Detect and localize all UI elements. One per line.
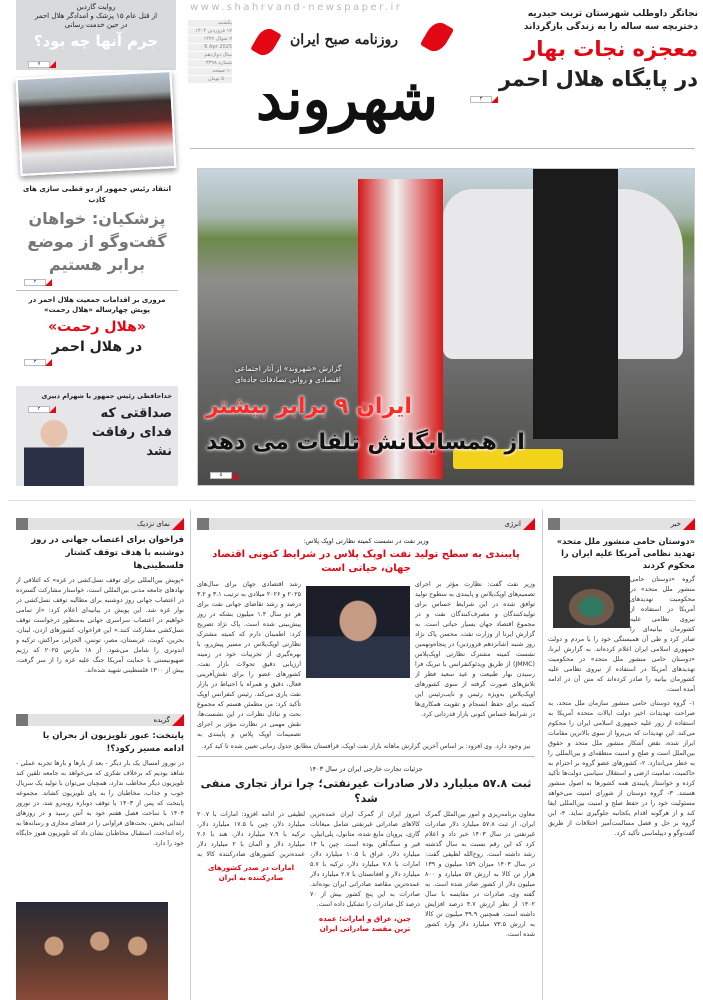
- left-top-stories: [16, 184, 178, 382]
- mid-top-body-col1: وزیر نفت گفت: نظارت مؤثر بر اجرای تصمیم‌های اوپک‌پلاس و پایبندی به سطوح تولید توافق شده در این شرایط حساس برای تولیدکنندگان و مصرف‌کنندگان نفت و در مجموع اقتصاد جهان بسیار حیاتی است. به گزارش ایرنا از وزارت نفت، محسن پاک نژاد روز شنبه (شانزدهم فروردین) در پنجاه‌ونهمین نشست کمیته مشترک نظارتی اوپک‌پلاس (JMMC) از طریق ویدئوکنفرانس با تبریک فرا رسیدن بهار طبیعت و عید سعید فطر از تلاش‌های صورت گرفته از سوی کشورهای اوپک‌پلاس به‌ویژه رئیس و نایب‌رئیس این کمیته برای حفظ انسجام و تقویت همکاری‌ها در شرایط حساس کنونی بازار قدردانی کرد.: [415, 581, 535, 718]
- left-story-title[interactable]: فراخوان برای اعتصاب جهانی در روز دوشنبه با هدف توقف کشتار فلسطینی‌ها: [31, 535, 184, 571]
- right-story-body: گروه «دوستان حامی منشور ملل متحد» در محکومیت تهدیدهای آمریکا در استفاده از نیروی نظامی علیه کشورمان بیانیه‌ای را صادر کرد و طی آن همبستگی خود را با مردم و دولت جمهوری اسلامی ایران اعلام کرده‌اند. به گزارش ایرنا، «دوستان حامی منشور ملل متحد» در محکومیت تهدیدهای آمریکا در استفاده از نیروی نظامی علیه کشورمان بیانیه را صادر کرده‌اند که متن آن در ادامه آمده است.: [548, 576, 695, 693]
- teaser-kicker: از قتل عام ۱۵ پزشک و امدادگر هلال احمر: [34, 12, 158, 20]
- right-column: [548, 518, 695, 1000]
- mid-bottom-columns: [197, 810, 535, 1000]
- middle-column: [197, 518, 535, 1000]
- page-reference: ۵: [210, 472, 232, 479]
- road-accident-photo[interactable]: [197, 168, 695, 486]
- page-reference: ۳: [470, 96, 492, 103]
- divider: [8, 500, 695, 501]
- mid-bottom-col3: [197, 810, 305, 1000]
- photo-kicker-line: اقتصادی و روانی تصادفات جاده‌ای: [234, 375, 342, 384]
- page-reference: ۲: [24, 279, 46, 286]
- divider: [16, 290, 178, 291]
- oil-minister-photo: [306, 586, 410, 678]
- dabiri-portrait: [24, 416, 84, 486]
- right-story-body-continued: ۱- گروه دوستان حامی منشور سازمان ملل متحد، به صراحت تهدیدات اخیر دولت ایالات متحده آمریکا به استفاده از زور علیه جمهوری اسلامی ایران را محکوم می‌کند. این تهدیدات که بی‌پروا از سوی بالاترین مقامات ابراز شده، نقض آشکار منشور ملل متحد و حقوق بین‌الملل است و صلح و امنیت منطقه‌ای و بین‌المللی را به خطر می‌اندازد. ۲- کشورهای عضو گروه بر احترام به حاکمیت، تمامیت ارضی و استقلال سیاسی دولت‌ها تأکید کرده و خواستار پایبندی همه کشورها به اصول منشور هستند. ۳- گروه دوستان از شورای امنیت می‌خواهد مسئولیت خود را در حفظ صلح و امنیت بین‌المللی ایفا کند و از هرگونه اقدام یکجانبه جلوگیری نماید. ۴- این گروه بر حل و فصل مسالمت‌آمیز اختلافات از طریق گفت‌وگو و دیپلماسی تأکید کرد.: [548, 700, 695, 837]
- un-meeting-photo: [553, 576, 630, 628]
- issue-info-line: ۷ شوال ۱۴۴۶: [188, 36, 232, 43]
- logo-dot: [420, 19, 454, 56]
- logo-dot: [250, 25, 281, 59]
- mid-top-title[interactable]: پایبندی به سطح تولید نفت اوپک پلاس در شرایط کنونی اقتصاد جهان، حیاتی است: [212, 549, 520, 574]
- story-dabiri[interactable]: [16, 386, 178, 486]
- photo-kicker: [198, 363, 378, 385]
- issue-info-line: ۱۷ فروردین ۱۴۰۴: [188, 28, 232, 35]
- story-kicker: انتقاد رئیس جمهور از دو قطبی سازی های کاذب: [23, 185, 171, 204]
- issue-info-line: 6 Apr 2025: [188, 44, 232, 51]
- divider: [190, 148, 695, 149]
- lead-kicker: نجاتگر داوطلب شهرستان تربت حیدریه: [527, 9, 698, 19]
- lead-kicker: دختربچه سه ساله را به زندگی بازگرداند: [523, 22, 698, 32]
- page-reference: ۷: [28, 61, 50, 68]
- mid-bottom-body-col3: لطیفی در ادامه افزود: امارات با ۲۰.۷ میلیارد دلار، چین با ۱۷.۵ میلیارد دلار، ترکیه با ۷.۹ میلیارد دلار، هند با ۲.۶ میلیارد دلار و آلمان با ۲ میلیارد دلار عمده‌ترین کشورهای صادرکننده کالا به: [197, 811, 305, 858]
- lead-title: در پایگاه هلال احمر: [498, 67, 698, 91]
- firefighter-figure: [533, 169, 618, 439]
- divider: [197, 756, 535, 757]
- issue-info-line: ۱۰ صفحه: [188, 68, 232, 75]
- top-left-teaser[interactable]: [16, 0, 176, 70]
- section-header-news: خبر: [548, 518, 695, 530]
- mid-bottom-body-col2: امروز ایران از گمرک ایران عمده‌ترین کالاهای صادراتی غیرنفتی شامل میعانات گازی، پروپان مایع شده، متانول، پلی‌اتیلن، قیر و سنگ‌آهن بوده است. چین با ۱۴ میلیارد دلار، عراق با ۱۰.۵ میلیارد دلار، امارات با ۷.۸ میلیارد دلار، ترکیه با ۵.۷ میلیارد دلار و افغانستان با ۲.۷ میلیارد دلار عمده‌ترین مقاصد صادراتی ایران بوده‌اند. صادرات به این پنج کشور بیش از ۷۰ درصد کل صادرات را تشکیل داده است.: [310, 811, 420, 908]
- mid-top-body-col2: رشد اقتصادی جهان برای سال‌های ۲۰۲۵ و ۲۰۲۶ میلادی به ترتیب ۳.۱ و ۳.۲ درصد و رشد تقاضای جهانی نفت برای هر دو سال ۱.۴ میلیون بشکه در روز پیش‌بینی شده است. پاک نژاد تصریح کرد: اطمینان دارم که کمیته مشترک نظارتی اوپک‌پلاس در مسیر پیش‌رو، با بهره‌گیری از تجربیات خود در زمینه ارزیابی دقیق تحولات بازار نفت، کشورهای عضو را برای نقش‌آفرینی فعال، دقیق و همراه با احتیاط در بازار نفت یاری می‌کند. رئیس کنفرانس اوپک تأکید کرد: من مطمئن هستم که مجموع بحث و تبادل نظرات در این نشست‌ها، نقش مهمی در نظارت مؤثر بر اجرای تصمیمات اوپک پلاس و پایبندی به: [197, 581, 301, 738]
- paytakht-series-photo: [16, 902, 168, 1000]
- gaza-funeral-photo: [16, 70, 177, 176]
- mid-top-body-foot: نیز وجود دارد. وی افزود: بر اساس آخرین گزارش ماهانه بازار نفت اوپک، قرافستان مطابق جدول زمانی تعیین شده تا کید کرد.: [201, 743, 531, 750]
- teaser-kicker: در حین خدمت رسانی: [64, 21, 128, 29]
- story-president[interactable]: [16, 184, 178, 286]
- issue-info: [188, 20, 232, 84]
- mid-top-kicker: وزیر نفت در نشست کمیته نظارتی اوپک پلاس:: [303, 537, 429, 545]
- mid-bottom-kicker: جزئیات تجارت خارجی ایران در سال ۱۴۰۳: [309, 765, 423, 773]
- story-title-red: «هلال رحمت»: [48, 319, 146, 335]
- photo-kicker-line: گزارش «شهروند» از آثار اجتماعی: [234, 364, 342, 373]
- story-kicker: خداحافظی رئیس جمهور با شهرام دبیری: [41, 392, 172, 400]
- page-reference: ۲: [28, 406, 50, 413]
- mid-bottom-body-col1: معاون برنامه‌ریزی و امور بین‌الملل گمرک ایران، از ثبت ۵۷.۸ میلیارد دلار صادرات غیرنفتی در سال ۱۴۰۳ خبر داد و اعلام کرد که این رقم نسبت به سال گذشته رشد داشته است. روح‌الله لطیفی گفت: در سال ۱۴۰۳ میزان ۱۵۹ میلیون و ۱۳۹ هزار تن کالا به ارزش ۵۷ میلیارد و ۸۰۰ میلیون دلار از کشور صادر شده است. به گفته وی، صادرات در مقایسه با سال ۱۴۰۲ از نظر ارزش ۴.۷ درصد افزایش داشته است. همچنین ۳۹.۹ میلیون تن کالا به ارزش ۷۳.۵ میلیارد دلار وارد کشور شده است.: [425, 811, 535, 938]
- issue-info-line: یکشنبه: [188, 20, 232, 27]
- teaser-kicker: روایت گاردین: [76, 3, 116, 11]
- page-reference: ۳: [24, 359, 46, 366]
- story-kicker: مروری بر اقدامات جمعیت هلال احمر در پویش چهارساله «هلال رحمت»: [28, 296, 166, 314]
- column-rule: [542, 510, 543, 1000]
- tagline: روزنامه صبح ایران: [290, 32, 399, 48]
- left-story-body: «پویش بین‌المللی برای توقف نسل‌کشی در غزه» که ائتلافی از نهادهای جامعه مدنی بین‌المللی است، خواستار مشارکت گسترده در اعتصاب جهانی روز دوشنبه برای مطالبه توقف نسل‌کشی در نوار غزه شد. این پویش در بیانیه‌ای اعلام کرد: «از تمامی خواهیم در اعتصاب سراسری جهانی به‌منظور درخواست توقف نسل‌کشی مشارکت کنند.» این فراخوان، کشورهای اردن، لبنان، بحرین، کویت، عربستان، مصر، تونس، الجزایر، مراکش، ترکیه و اندونزی را شامل می‌شود. از ۱۸ مارس ۲۰۲۵ که رژیم صهیونیستی با حمایت آمریکا جنگ علیه غزه را از سر گرفت، بیش از ۱۳۰۰ فلسطینی شهید شده‌اند.: [16, 577, 184, 674]
- story-hilal-rahmat[interactable]: [16, 295, 178, 366]
- story-title: در هلال احمر: [51, 339, 143, 355]
- lead-title-red: معجزه نجات بهار: [524, 37, 698, 61]
- photo-title: از همسایگانش تلفات می دهد: [206, 430, 525, 455]
- left-bottom-column: [16, 518, 184, 898]
- mid-bottom-col2: [310, 810, 420, 1000]
- section-header-selected: گزیده: [16, 714, 184, 726]
- section-header-energy: انرژی: [197, 518, 535, 530]
- left-story-title[interactable]: پایتخت: عبور تلویزیون از بحران یا ادامه مسیر رکود؟!: [42, 731, 184, 754]
- masthead-url[interactable]: www.shahrvand-newspaper.ir: [190, 2, 403, 13]
- mid-top-columns: [197, 580, 535, 740]
- mid-bottom-title[interactable]: ثبت ۵۷.۸ میلیارد دلار صادرات غیرنفتی؛ چرا تراز تجاری منفی شد؟: [200, 777, 532, 805]
- left-story-body: در نوروز امسال یک بار دیگر - بعد از بارها و بارها تجربه عملی - شاهد بودیم که برخلاف تفکری که می‌خواهد به جامعه تلقین کند تلویزیون دیگر مخاطب ندارد، همچنان می‌توان با تولید یک سریال خوب و جذاب، مخاطبان را به پای تلویزیون کشاند. مجموعه پایتخت که پس از ۱۴۰۳ با توقف دوباره روبه‌رو شد، در نوروز ۱۴۰۴ با ساخت فصل هفتم خود به آنتن رسید و در روزهای ابتدایی پخش، بحث‌های فراوانی را در فضای مجازی و رسانه‌ها به راه انداخت. استقبال مخاطبان نشان داد که تلویزیون هنوز جایگاه خود را دارد.: [16, 760, 184, 847]
- issue-info-line: ۵۰۰۰ تومان: [188, 76, 232, 83]
- column-rule: [190, 510, 191, 1000]
- teaser-title: جرم آنها چه بود؟: [33, 32, 159, 50]
- issue-info-line: سال دوازدهم: [188, 52, 232, 59]
- mid-bottom-subhead: چین، عراق و امارات؛ عمده ترین مقصد صادراتی ایران: [318, 915, 412, 933]
- story-title: پزشکیان: خواهان گفت‌وگو از موضع برابر هستیم: [27, 209, 167, 274]
- section-header-closeup: نمای نزدیک: [16, 518, 184, 530]
- lead-story[interactable]: [462, 8, 698, 103]
- issue-info-line: شماره ۳۳۹۸: [188, 60, 232, 67]
- story-title: صداقتی که فدای رفاقت نشد: [91, 406, 172, 459]
- right-story-title[interactable]: «دوستان حامی منشور ملل متحد» تهدید نظامی آمریکا علیه ایران را محکوم کردند: [556, 536, 695, 570]
- right-story-body-block: [548, 575, 695, 695]
- logo-wordmark: شهروند: [256, 65, 438, 133]
- mid-bottom-subhead: امارات در صدر کشورهای صادرکننده به ایران: [207, 864, 295, 882]
- photo-title-red: ایران ۹ برابر بیشتر: [206, 394, 412, 419]
